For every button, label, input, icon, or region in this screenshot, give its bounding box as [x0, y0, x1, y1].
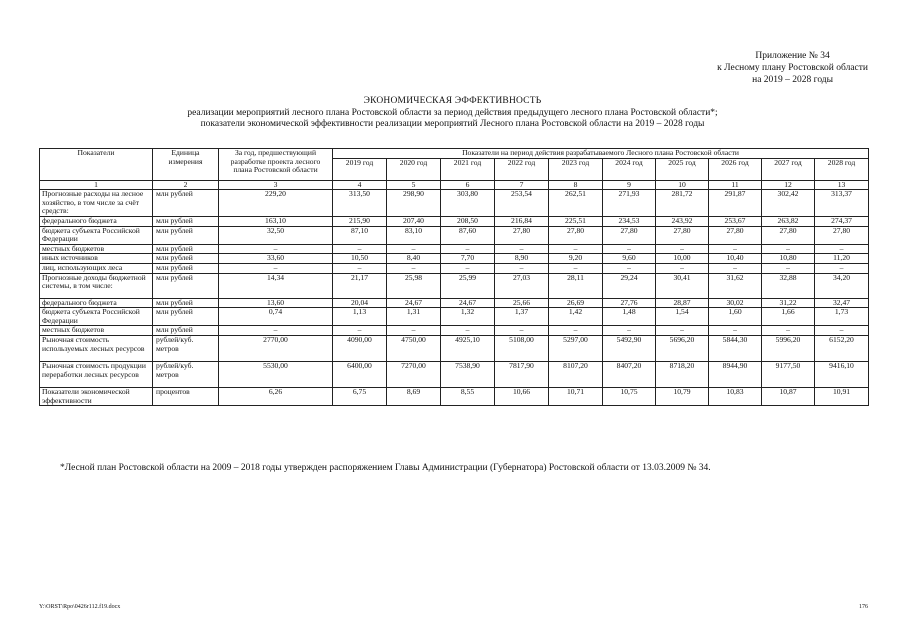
previous-value: – [219, 326, 333, 336]
year-value: – [387, 244, 441, 254]
year-value: – [549, 244, 603, 254]
year-value: 5108,00 [495, 335, 549, 361]
previous-value: 6,26 [219, 387, 333, 405]
indicator-name: бюджета субъекта Российской Федерации [40, 226, 153, 244]
year-value: 30,02 [709, 298, 762, 308]
previous-value: 163,10 [219, 216, 333, 226]
document-title [0, 96, 905, 131]
indicator-name: лиц, использующих леса [40, 263, 153, 273]
year-value: – [495, 326, 549, 336]
year-value: 27,03 [495, 273, 549, 298]
appendix-reference: к Лесному плану Ростовской области [717, 63, 868, 73]
year-value: 9416,10 [815, 361, 869, 387]
footnote: *Лесной план Ростовской области на 2009 – 2018 годы утвержден распоряжением Главы Администрации (Губернатора) Ростовской области от 13.03.2009 № 34. [60, 463, 711, 473]
year-value: – [549, 326, 603, 336]
unit-cell: млн рублей [153, 254, 219, 264]
unit-cell: млн рублей [153, 308, 219, 326]
year-value: – [762, 326, 815, 336]
year-value: 6400,00 [333, 361, 387, 387]
unit-cell: процентов [153, 387, 219, 405]
year-value: 20,04 [333, 298, 387, 308]
year-value: 4090,00 [333, 335, 387, 361]
year-value: 1,48 [603, 308, 656, 326]
year-value: – [603, 326, 656, 336]
header-year: 2027 год [762, 158, 815, 180]
year-value: 8,40 [387, 254, 441, 264]
year-value: 31,22 [762, 298, 815, 308]
year-value: 83,10 [387, 226, 441, 244]
year-value: – [441, 263, 495, 273]
column-index-cell: 3 [219, 180, 333, 190]
unit-cell: млн рублей [153, 190, 219, 217]
year-value: – [815, 244, 869, 254]
previous-value: 33,60 [219, 254, 333, 264]
header-year: 2022 год [495, 158, 549, 180]
table-row [40, 387, 869, 405]
year-value: – [762, 244, 815, 254]
year-value: 10,80 [762, 254, 815, 264]
year-value: 87,60 [441, 226, 495, 244]
year-value: 25,98 [387, 273, 441, 298]
header-unit: Единица измерения [153, 149, 219, 181]
year-value: 8107,20 [549, 361, 603, 387]
table-row [40, 190, 869, 217]
year-value: – [333, 263, 387, 273]
column-index-cell: 9 [603, 180, 656, 190]
year-value: 263,82 [762, 216, 815, 226]
unit-cell: млн рублей [153, 273, 219, 298]
year-value: 10,91 [815, 387, 869, 405]
year-value: 281,72 [656, 190, 709, 217]
appendix-header [717, 50, 868, 86]
year-value: – [815, 263, 869, 273]
year-value: 313,50 [333, 190, 387, 217]
unit-cell: млн рублей [153, 216, 219, 226]
previous-value: 2770,00 [219, 335, 333, 361]
year-value: 25,99 [441, 273, 495, 298]
appendix-number: Приложение № 34 [755, 51, 830, 61]
previous-value: 32,50 [219, 226, 333, 244]
year-value: 34,20 [815, 273, 869, 298]
header-indicators: Показатели [40, 149, 153, 181]
year-value: 27,80 [549, 226, 603, 244]
year-value: 9,60 [603, 254, 656, 264]
year-value: 5996,20 [762, 335, 815, 361]
indicator-name: Рыночная стоимость продукции переработки лесных ресурсов [40, 361, 153, 387]
year-value: 10,00 [656, 254, 709, 264]
year-value: – [387, 326, 441, 336]
year-value: 208,50 [441, 216, 495, 226]
indicator-name: Показатели экономической эффективности [40, 387, 153, 405]
unit-cell: млн рублей [153, 226, 219, 244]
year-value: 1,60 [709, 308, 762, 326]
year-value: 11,20 [815, 254, 869, 264]
year-value: 5297,00 [549, 335, 603, 361]
year-value: 27,80 [495, 226, 549, 244]
indicator-name: федерального бюджета [40, 216, 153, 226]
year-value: 234,53 [603, 216, 656, 226]
column-index-cell: 7 [495, 180, 549, 190]
year-value: 27,80 [656, 226, 709, 244]
year-value: 1,37 [495, 308, 549, 326]
year-value: 7538,90 [441, 361, 495, 387]
year-value: 8,69 [387, 387, 441, 405]
year-value: 8944,90 [709, 361, 762, 387]
unit-cell: млн рублей [153, 263, 219, 273]
table-row [40, 216, 869, 226]
year-value: 5696,20 [656, 335, 709, 361]
year-value: 1,13 [333, 308, 387, 326]
year-value: – [333, 326, 387, 336]
year-value: – [603, 244, 656, 254]
previous-value: 5530,00 [219, 361, 333, 387]
year-value: – [709, 244, 762, 254]
header-previous-year: За год, предшествующий разработке проекта лесного плана Ростовской области [219, 149, 333, 181]
year-value: – [441, 326, 495, 336]
year-value: 32,47 [815, 298, 869, 308]
year-value: 10,75 [603, 387, 656, 405]
table-row [40, 244, 869, 254]
year-value: – [709, 326, 762, 336]
year-value: 8,55 [441, 387, 495, 405]
title-subtitle-2: показатели экономической эффективности реализации мероприятий Лесного плана Ростовской области на 2019 – 2028 годы [200, 119, 705, 129]
file-path: Y:\ORST\Rpo\0426r112.f19.docx [39, 604, 121, 610]
unit-cell: млн рублей [153, 298, 219, 308]
year-value: 262,51 [549, 190, 603, 217]
column-index-cell: 5 [387, 180, 441, 190]
year-value: 24,67 [387, 298, 441, 308]
year-value: 253,67 [709, 216, 762, 226]
year-value: 271,93 [603, 190, 656, 217]
indicator-name: местных бюджетов [40, 244, 153, 254]
previous-value: 14,34 [219, 273, 333, 298]
year-value: 27,76 [603, 298, 656, 308]
year-value: 27,80 [709, 226, 762, 244]
year-value: 30,41 [656, 273, 709, 298]
year-value: 1,73 [815, 308, 869, 326]
table-row [40, 226, 869, 244]
year-value: 216,84 [495, 216, 549, 226]
indicator-name: Прогнозные расходы на лесное хозяйство, в том числе за счёт средств: [40, 190, 153, 217]
year-value: 253,54 [495, 190, 549, 217]
year-value: 8407,20 [603, 361, 656, 387]
year-value: 215,90 [333, 216, 387, 226]
year-value: 225,51 [549, 216, 603, 226]
year-value: 26,69 [549, 298, 603, 308]
unit-cell: млн рублей [153, 244, 219, 254]
header-year: 2025 год [656, 158, 709, 180]
header-period: Показатели на период действия разрабатываемого Лесного плана Ростовской области [333, 149, 869, 159]
column-index-cell: 10 [656, 180, 709, 190]
column-index-cell: 4 [333, 180, 387, 190]
year-value: 25,66 [495, 298, 549, 308]
column-index-cell: 8 [549, 180, 603, 190]
year-value: 207,40 [387, 216, 441, 226]
header-year: 2019 год [333, 158, 387, 180]
table-row [40, 326, 869, 336]
year-value: – [709, 263, 762, 273]
year-value: 10,40 [709, 254, 762, 264]
unit-cell: рублей/куб. метров [153, 335, 219, 361]
previous-value: 0,74 [219, 308, 333, 326]
year-value: 29,24 [603, 273, 656, 298]
header-year: 2020 год [387, 158, 441, 180]
column-index-cell: 2 [153, 180, 219, 190]
year-value: 302,42 [762, 190, 815, 217]
page-number: 176 [859, 604, 868, 610]
year-value: 298,90 [387, 190, 441, 217]
year-value: – [815, 326, 869, 336]
year-value: 7,70 [441, 254, 495, 264]
table-row [40, 335, 869, 361]
unit-cell: рублей/куб. метров [153, 361, 219, 387]
year-value: 27,80 [815, 226, 869, 244]
year-value: 4925,10 [441, 335, 495, 361]
title-subtitle-1: реализации мероприятий лесного плана Ростовской области за период действия предыдущего лесного плана Ростовской области*; [187, 107, 718, 118]
table-row [40, 308, 869, 326]
year-value: 21,17 [333, 273, 387, 298]
column-index-cell: 13 [815, 180, 869, 190]
previous-value: 13,60 [219, 298, 333, 308]
appendix-period: на 2019 – 2028 годы [752, 75, 834, 85]
year-value: – [656, 244, 709, 254]
indicator-name: федерального бюджета [40, 298, 153, 308]
column-index-cell: 12 [762, 180, 815, 190]
table-row [40, 263, 869, 273]
previous-value: 229,20 [219, 190, 333, 217]
year-value: – [656, 326, 709, 336]
year-value: 9177,50 [762, 361, 815, 387]
year-value: 32,88 [762, 273, 815, 298]
year-value: 243,92 [656, 216, 709, 226]
column-index-cell: 6 [441, 180, 495, 190]
year-value: – [333, 244, 387, 254]
year-value: 28,87 [656, 298, 709, 308]
year-value: 1,42 [549, 308, 603, 326]
year-value: 1,32 [441, 308, 495, 326]
year-value: – [603, 263, 656, 273]
year-value: 8,90 [495, 254, 549, 264]
header-year: 2026 год [709, 158, 762, 180]
efficiency-table [39, 148, 869, 406]
year-value: – [656, 263, 709, 273]
column-index-cell: 11 [709, 180, 762, 190]
year-value: 5844,30 [709, 335, 762, 361]
year-value: 274,37 [815, 216, 869, 226]
header-year: 2024 год [603, 158, 656, 180]
year-value: 10,71 [549, 387, 603, 405]
year-value: 27,80 [603, 226, 656, 244]
year-value: 1,31 [387, 308, 441, 326]
year-value: 6,75 [333, 387, 387, 405]
year-value: – [549, 263, 603, 273]
year-value: 9,20 [549, 254, 603, 264]
header-year: 2028 год [815, 158, 869, 180]
table-row [40, 254, 869, 264]
year-value: 31,62 [709, 273, 762, 298]
year-value: 10,50 [333, 254, 387, 264]
table-row [40, 361, 869, 387]
year-value: 7817,90 [495, 361, 549, 387]
year-value: – [441, 244, 495, 254]
year-value: 5492,90 [603, 335, 656, 361]
header-year: 2021 год [441, 158, 495, 180]
year-value: – [495, 263, 549, 273]
year-value: 291,87 [709, 190, 762, 217]
year-value: 6152,20 [815, 335, 869, 361]
indicator-name: Прогнозные доходы бюджетной системы, в том числе: [40, 273, 153, 298]
year-value: – [495, 244, 549, 254]
year-value: 1,54 [656, 308, 709, 326]
previous-value: – [219, 263, 333, 273]
year-value: 24,67 [441, 298, 495, 308]
year-value: 7270,00 [387, 361, 441, 387]
year-value: 27,80 [762, 226, 815, 244]
year-value: 10,66 [495, 387, 549, 405]
year-value: 4750,00 [387, 335, 441, 361]
previous-value: – [219, 244, 333, 254]
year-value: 87,10 [333, 226, 387, 244]
indicator-name: иных источников [40, 254, 153, 264]
year-value: 313,37 [815, 190, 869, 217]
indicator-name: местных бюджетов [40, 326, 153, 336]
year-value: 10,87 [762, 387, 815, 405]
header-year: 2023 год [549, 158, 603, 180]
column-index-row [40, 180, 869, 190]
year-value: 10,83 [709, 387, 762, 405]
year-value: 1,66 [762, 308, 815, 326]
year-value: 8718,20 [656, 361, 709, 387]
year-value: – [762, 263, 815, 273]
year-value: – [387, 263, 441, 273]
table-row [40, 273, 869, 298]
title-main: ЭКОНОМИЧЕСКАЯ ЭФФЕКТИВНОСТЬ [363, 96, 542, 106]
indicator-name: Рыночная стоимость используемых лесных ресурсов [40, 335, 153, 361]
unit-cell: млн рублей [153, 326, 219, 336]
table-row [40, 298, 869, 308]
year-value: 10,79 [656, 387, 709, 405]
indicator-name: бюджета субъекта Российской Федерации [40, 308, 153, 326]
column-index-cell: 1 [40, 180, 153, 190]
year-value: 303,80 [441, 190, 495, 217]
year-value: 28,11 [549, 273, 603, 298]
